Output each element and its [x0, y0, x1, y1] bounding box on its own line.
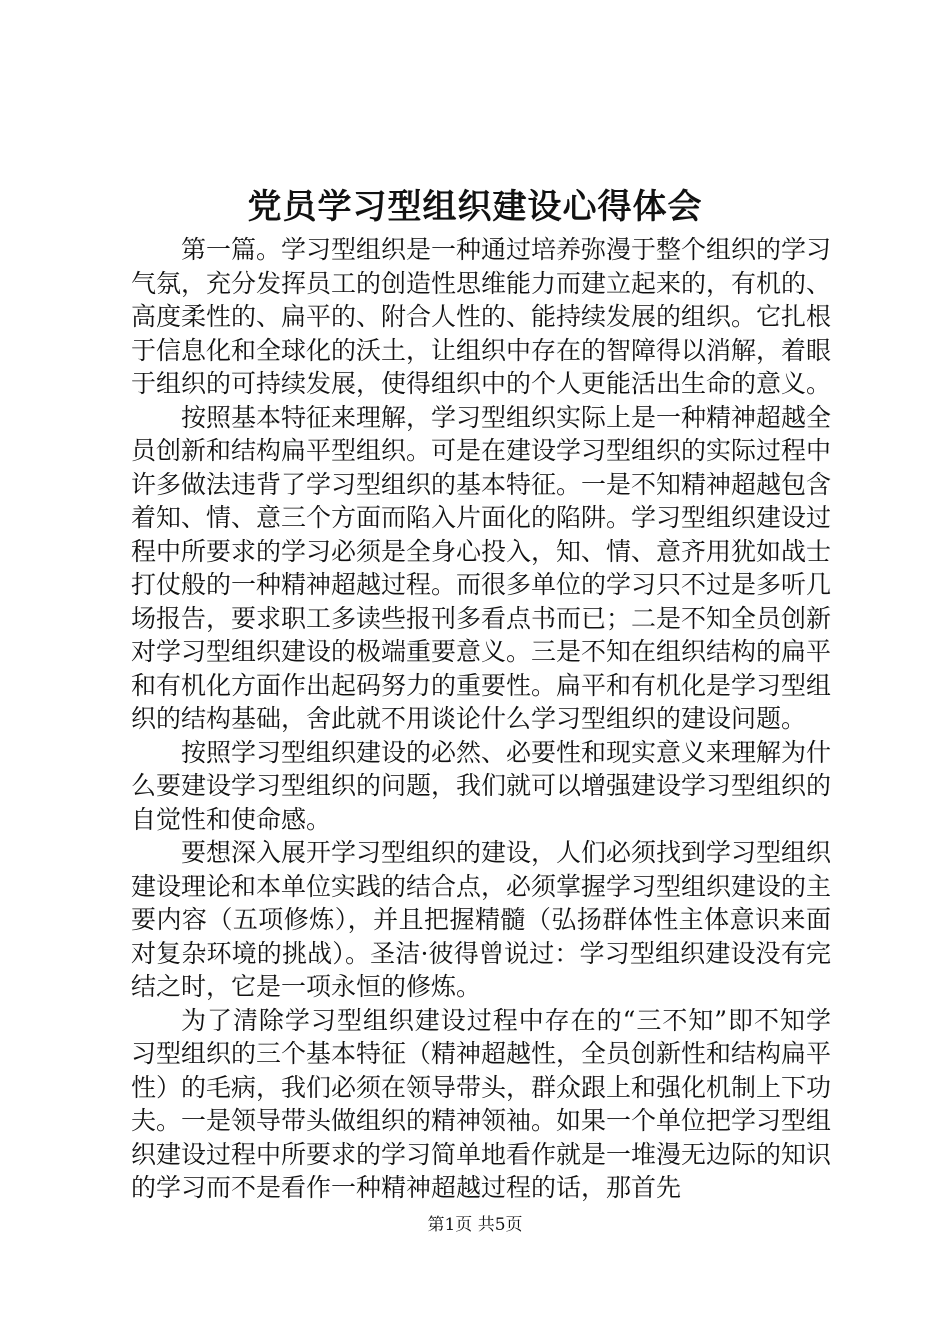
- page-footer: 第1页 共5页: [427, 1215, 523, 1235]
- paragraph-2: 按照基本特征来理解，学习型组织实际上是一种精神超越全员创新和结构扁平型组织。可是在建设学习型组织的实际过程中许多做法违背了学习型组织的基本特征。一是不知精神超越包含着知、情、意三个方面而陷入片面化的陷阱。学习型组织建设过程中所要求的学习必须是全身心投入，知、情、意齐用犹如战士打仗般的一种精神超越过程。而很多单位的学习只不过是多听几场报告，要求职工多读些报刊多看点书而已；二是不知全员创新对学习型组织建设的极端重要意义。三是不知在组织结构的扁平和有机化方面作出起码努力的重要性。扁平和有机化是学习型组织的结构基础，舍此就不用谈论什么学习型组织的建设问题。: [131, 402, 832, 733]
- paragraph-5: 为了清除学习型组织建设过程中存在的“三不知”即不知学习型组织的三个基本特征（精神超越性，全员创新性和结构扁平性）的毛病，我们必须在领导带头，群众跟上和强化机制上下功夫。一是领导带头做组织的精神领袖。如果一个单位把学习型组织建设过程中所要求的学习简单地看作就是一堆漫无边际的知识的学习而不是看作一种精神超越过程的话，那首先: [131, 1005, 832, 1202]
- paragraph-3: 按照学习型组织建设的必然、必要性和现实意义来理解为什么要建设学习型组织的问题，我们就可以增强建设学习型组织的自觉性和使命感。: [131, 737, 832, 834]
- paragraph-4: 要想深入展开学习型组织的建设，人们必须找到学习型组织建设理论和本单位实践的结合点，必须掌握学习型组织建设的主要内容（五项修炼），并且把握精髓（弘扬群体性主体意识来面对复杂环境的挑战）。圣洁·彼得曾说过：学习型组织建设没有完结之时，它是一项永恒的修炼。: [131, 838, 832, 1001]
- document-title: 党员学习型组织建设心得体会: [247, 187, 703, 227]
- paragraph-1: 第一篇。学习型组织是一种通过培养弥漫于整个组织的学习气氛，充分发挥员工的创造性思维能力而建立起来的，有机的、高度柔性的、扁平的、附合人性的、能持续发展的组织。它扎根于信息化和全球化的沃土，让组织中存在的智障得以消解，着眼于组织的可持续发展，使得组织中的个人更能活出生命的意义。: [131, 235, 832, 398]
- document-body: [131, 233, 831, 1205]
